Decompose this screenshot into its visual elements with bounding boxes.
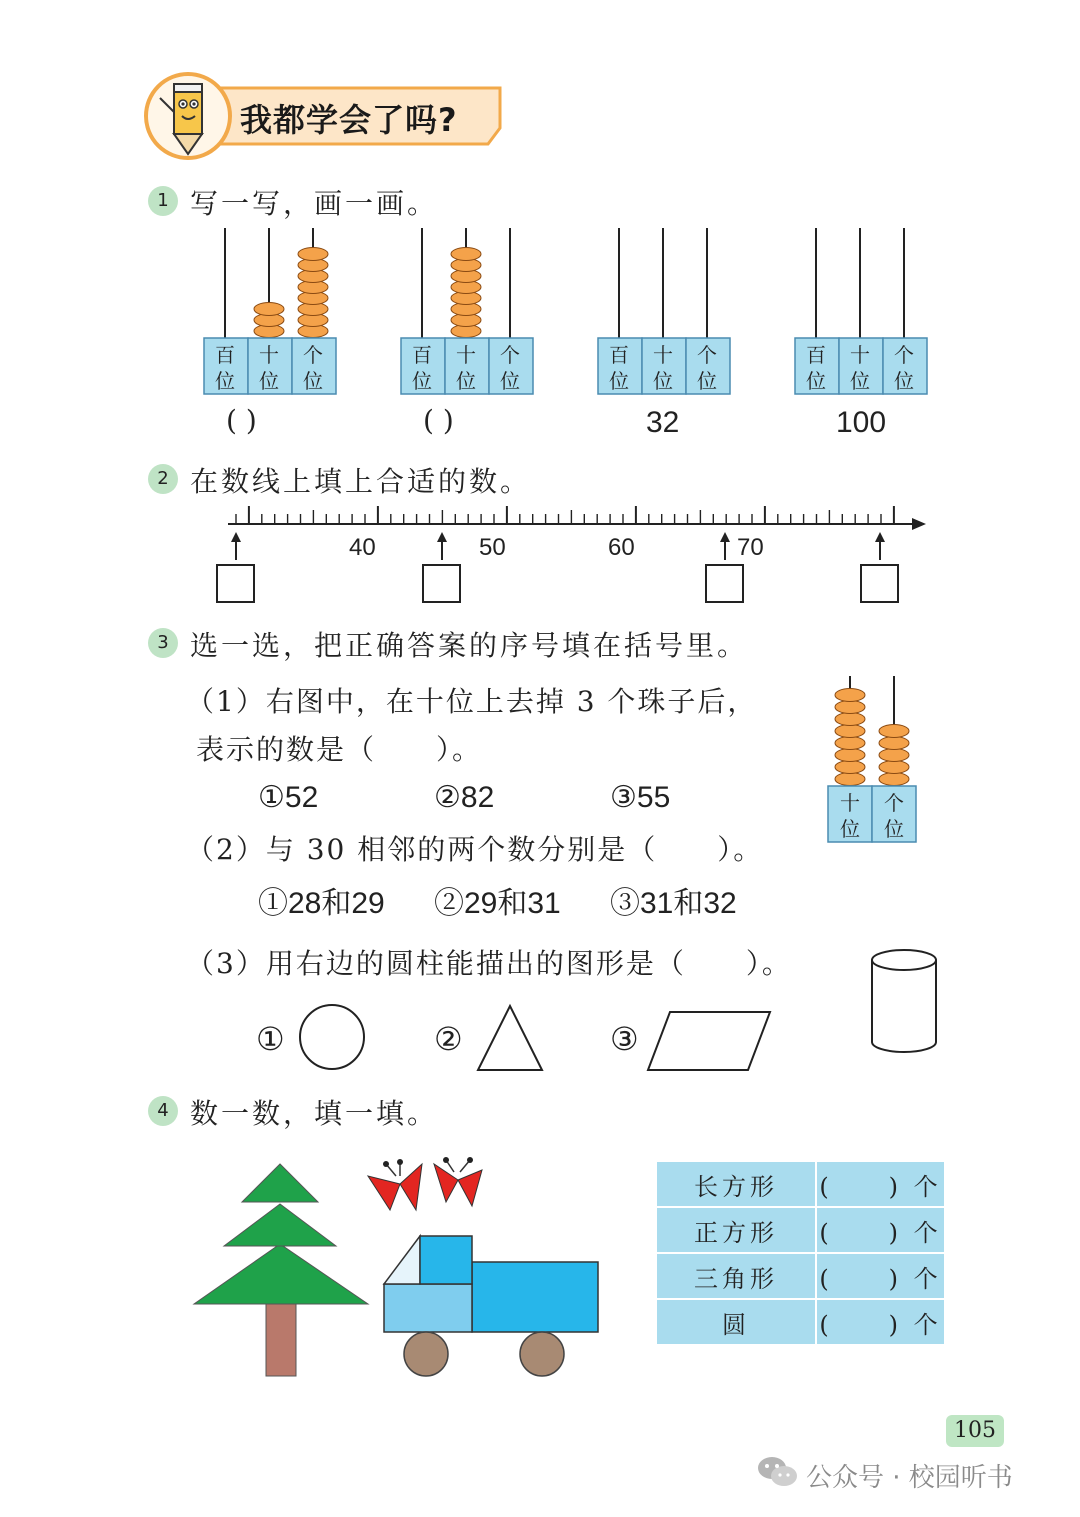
question-1-text: 写一写，画一画。 xyxy=(190,187,439,220)
question-number-4: 4 xyxy=(148,1096,178,1126)
q3-part3-shapes xyxy=(290,940,950,1080)
place-label: 个 xyxy=(303,343,323,367)
abacus-2-answer: ( ) xyxy=(423,404,454,437)
answer-blank-cell[interactable]: ( ) 个 xyxy=(816,1299,945,1345)
section-title: 我都学会了吗? xyxy=(240,101,458,139)
abacus-2 xyxy=(401,228,533,394)
place-label: 位 xyxy=(609,369,629,393)
place-label: 位 xyxy=(806,369,826,393)
place-label: 位 xyxy=(840,817,860,841)
table-row xyxy=(656,1253,945,1299)
q3-part1-option-1: ①52 xyxy=(258,781,319,814)
answer-blank-cell[interactable]: ( ) 个 xyxy=(816,1207,945,1253)
q3-part3-mark-1: ① xyxy=(256,1020,285,1058)
answer-blank-cell[interactable]: ( ) 个 xyxy=(816,1253,945,1299)
parallelogram-option-shape xyxy=(648,1012,770,1070)
shape-name-cell: 长方形 xyxy=(656,1161,816,1207)
question-2-text: 在数线上填上合适的数。 xyxy=(190,465,532,498)
q3-part3-line1: （3）用右边的圆柱能描出的图形是（ ）。 xyxy=(186,947,792,980)
number-line-blank-2 xyxy=(423,532,460,602)
bead xyxy=(835,773,865,786)
abacus-3-value: 32 xyxy=(646,406,680,439)
place-label: 位 xyxy=(884,817,904,841)
place-label: 位 xyxy=(653,369,673,393)
bead xyxy=(879,725,909,738)
place-label: 位 xyxy=(412,369,432,393)
shape-name-cell: 圆 xyxy=(656,1299,816,1345)
shapes-picture xyxy=(190,1150,610,1380)
tree-figure xyxy=(194,1164,368,1376)
butterfly-figure-2 xyxy=(434,1157,482,1206)
q3-part1-line2: 表示的数是（ ）。 xyxy=(196,733,483,766)
bead xyxy=(298,248,328,261)
table-row xyxy=(656,1207,945,1253)
shape-name-cell: 三角形 xyxy=(656,1253,816,1299)
place-label: 个 xyxy=(884,791,904,815)
cylinder-figure xyxy=(872,950,936,1052)
place-label: 十 xyxy=(840,791,860,815)
triangle-option-shape xyxy=(478,1006,542,1070)
place-label: 个 xyxy=(500,343,520,367)
place-label: 位 xyxy=(303,369,323,393)
place-label: 百 xyxy=(215,343,235,367)
place-label: 位 xyxy=(259,369,279,393)
bead xyxy=(835,749,865,762)
tick-label-60: 60 xyxy=(608,534,635,561)
place-label: 百 xyxy=(806,343,826,367)
place-label: 位 xyxy=(697,369,717,393)
bead xyxy=(835,737,865,750)
question-3-text: 选一选，把正确答案的序号填在括号里。 xyxy=(190,629,749,662)
bead xyxy=(879,749,909,762)
place-label: 位 xyxy=(456,369,476,393)
place-label: 位 xyxy=(215,369,235,393)
bead xyxy=(835,761,865,774)
place-label: 位 xyxy=(850,369,870,393)
answer-blank-cell[interactable]: ( ) 个 xyxy=(816,1161,945,1207)
bead xyxy=(451,248,481,261)
bead xyxy=(835,689,865,702)
q3-part2-option-3: ③31和32 xyxy=(610,887,737,920)
number-line-blank-4 xyxy=(861,532,898,602)
tick-label-50: 50 xyxy=(479,534,506,561)
q3-part2-line1: （2）与 30 相邻的两个数分别是（ ）。 xyxy=(186,833,764,866)
q3-part3-mark-2: ② xyxy=(434,1020,463,1058)
number-line-blank-1 xyxy=(217,532,254,602)
q3-abacus xyxy=(820,672,930,844)
table-row xyxy=(656,1299,945,1345)
table-row xyxy=(656,1161,945,1207)
page-number: 105 xyxy=(946,1415,1004,1447)
butterfly-figure-1 xyxy=(368,1159,422,1210)
shape-name-cell: 正方形 xyxy=(656,1207,816,1253)
place-label: 十 xyxy=(259,343,279,367)
bead xyxy=(254,303,284,316)
tick-label-70: 70 xyxy=(737,534,764,561)
q3-part2-option-2: ②29和31 xyxy=(434,887,561,920)
abacus-4-value: 100 xyxy=(836,406,887,439)
q3-part1-option-3: ③55 xyxy=(610,781,671,814)
tick-label-40: 40 xyxy=(349,534,376,561)
question-number-1: 1 xyxy=(148,186,178,216)
q3-part1-option-2: ②82 xyxy=(434,781,495,814)
abacus-1-answer: ( ) xyxy=(226,404,257,437)
question-number-3: 3 xyxy=(148,628,178,658)
bead xyxy=(879,737,909,750)
bead xyxy=(835,701,865,714)
place-label: 百 xyxy=(412,343,432,367)
circle-option-shape xyxy=(300,1005,364,1069)
footer-watermark: 公众号 · 校园听书 xyxy=(806,1463,1013,1493)
abacus-3 xyxy=(598,228,730,394)
abacus-group xyxy=(190,222,950,402)
question-number-2: 2 xyxy=(148,464,178,494)
abacus-4 xyxy=(795,228,927,394)
truck-figure xyxy=(384,1236,598,1376)
place-label: 十 xyxy=(850,343,870,367)
bead xyxy=(879,773,909,786)
place-label: 个 xyxy=(697,343,717,367)
place-label: 百 xyxy=(609,343,629,367)
place-label: 位 xyxy=(894,369,914,393)
place-label: 位 xyxy=(500,369,520,393)
wechat-icon xyxy=(756,1454,800,1490)
q3-part3-mark-3: ③ xyxy=(610,1020,639,1058)
place-label: 十 xyxy=(653,343,673,367)
q3-part2-option-1: ①28和29 xyxy=(258,887,385,920)
place-label: 十 xyxy=(456,343,476,367)
question-4-text: 数一数，填一填。 xyxy=(190,1097,439,1130)
bead xyxy=(879,761,909,774)
abacus-1 xyxy=(204,228,336,394)
number-line xyxy=(210,500,940,610)
q3-part1-line1: （1）右图中，在十位上去掉 3 个珠子后， xyxy=(186,685,758,718)
count-table xyxy=(655,1160,946,1346)
bead xyxy=(835,713,865,726)
place-label: 个 xyxy=(894,343,914,367)
bead xyxy=(835,725,865,738)
